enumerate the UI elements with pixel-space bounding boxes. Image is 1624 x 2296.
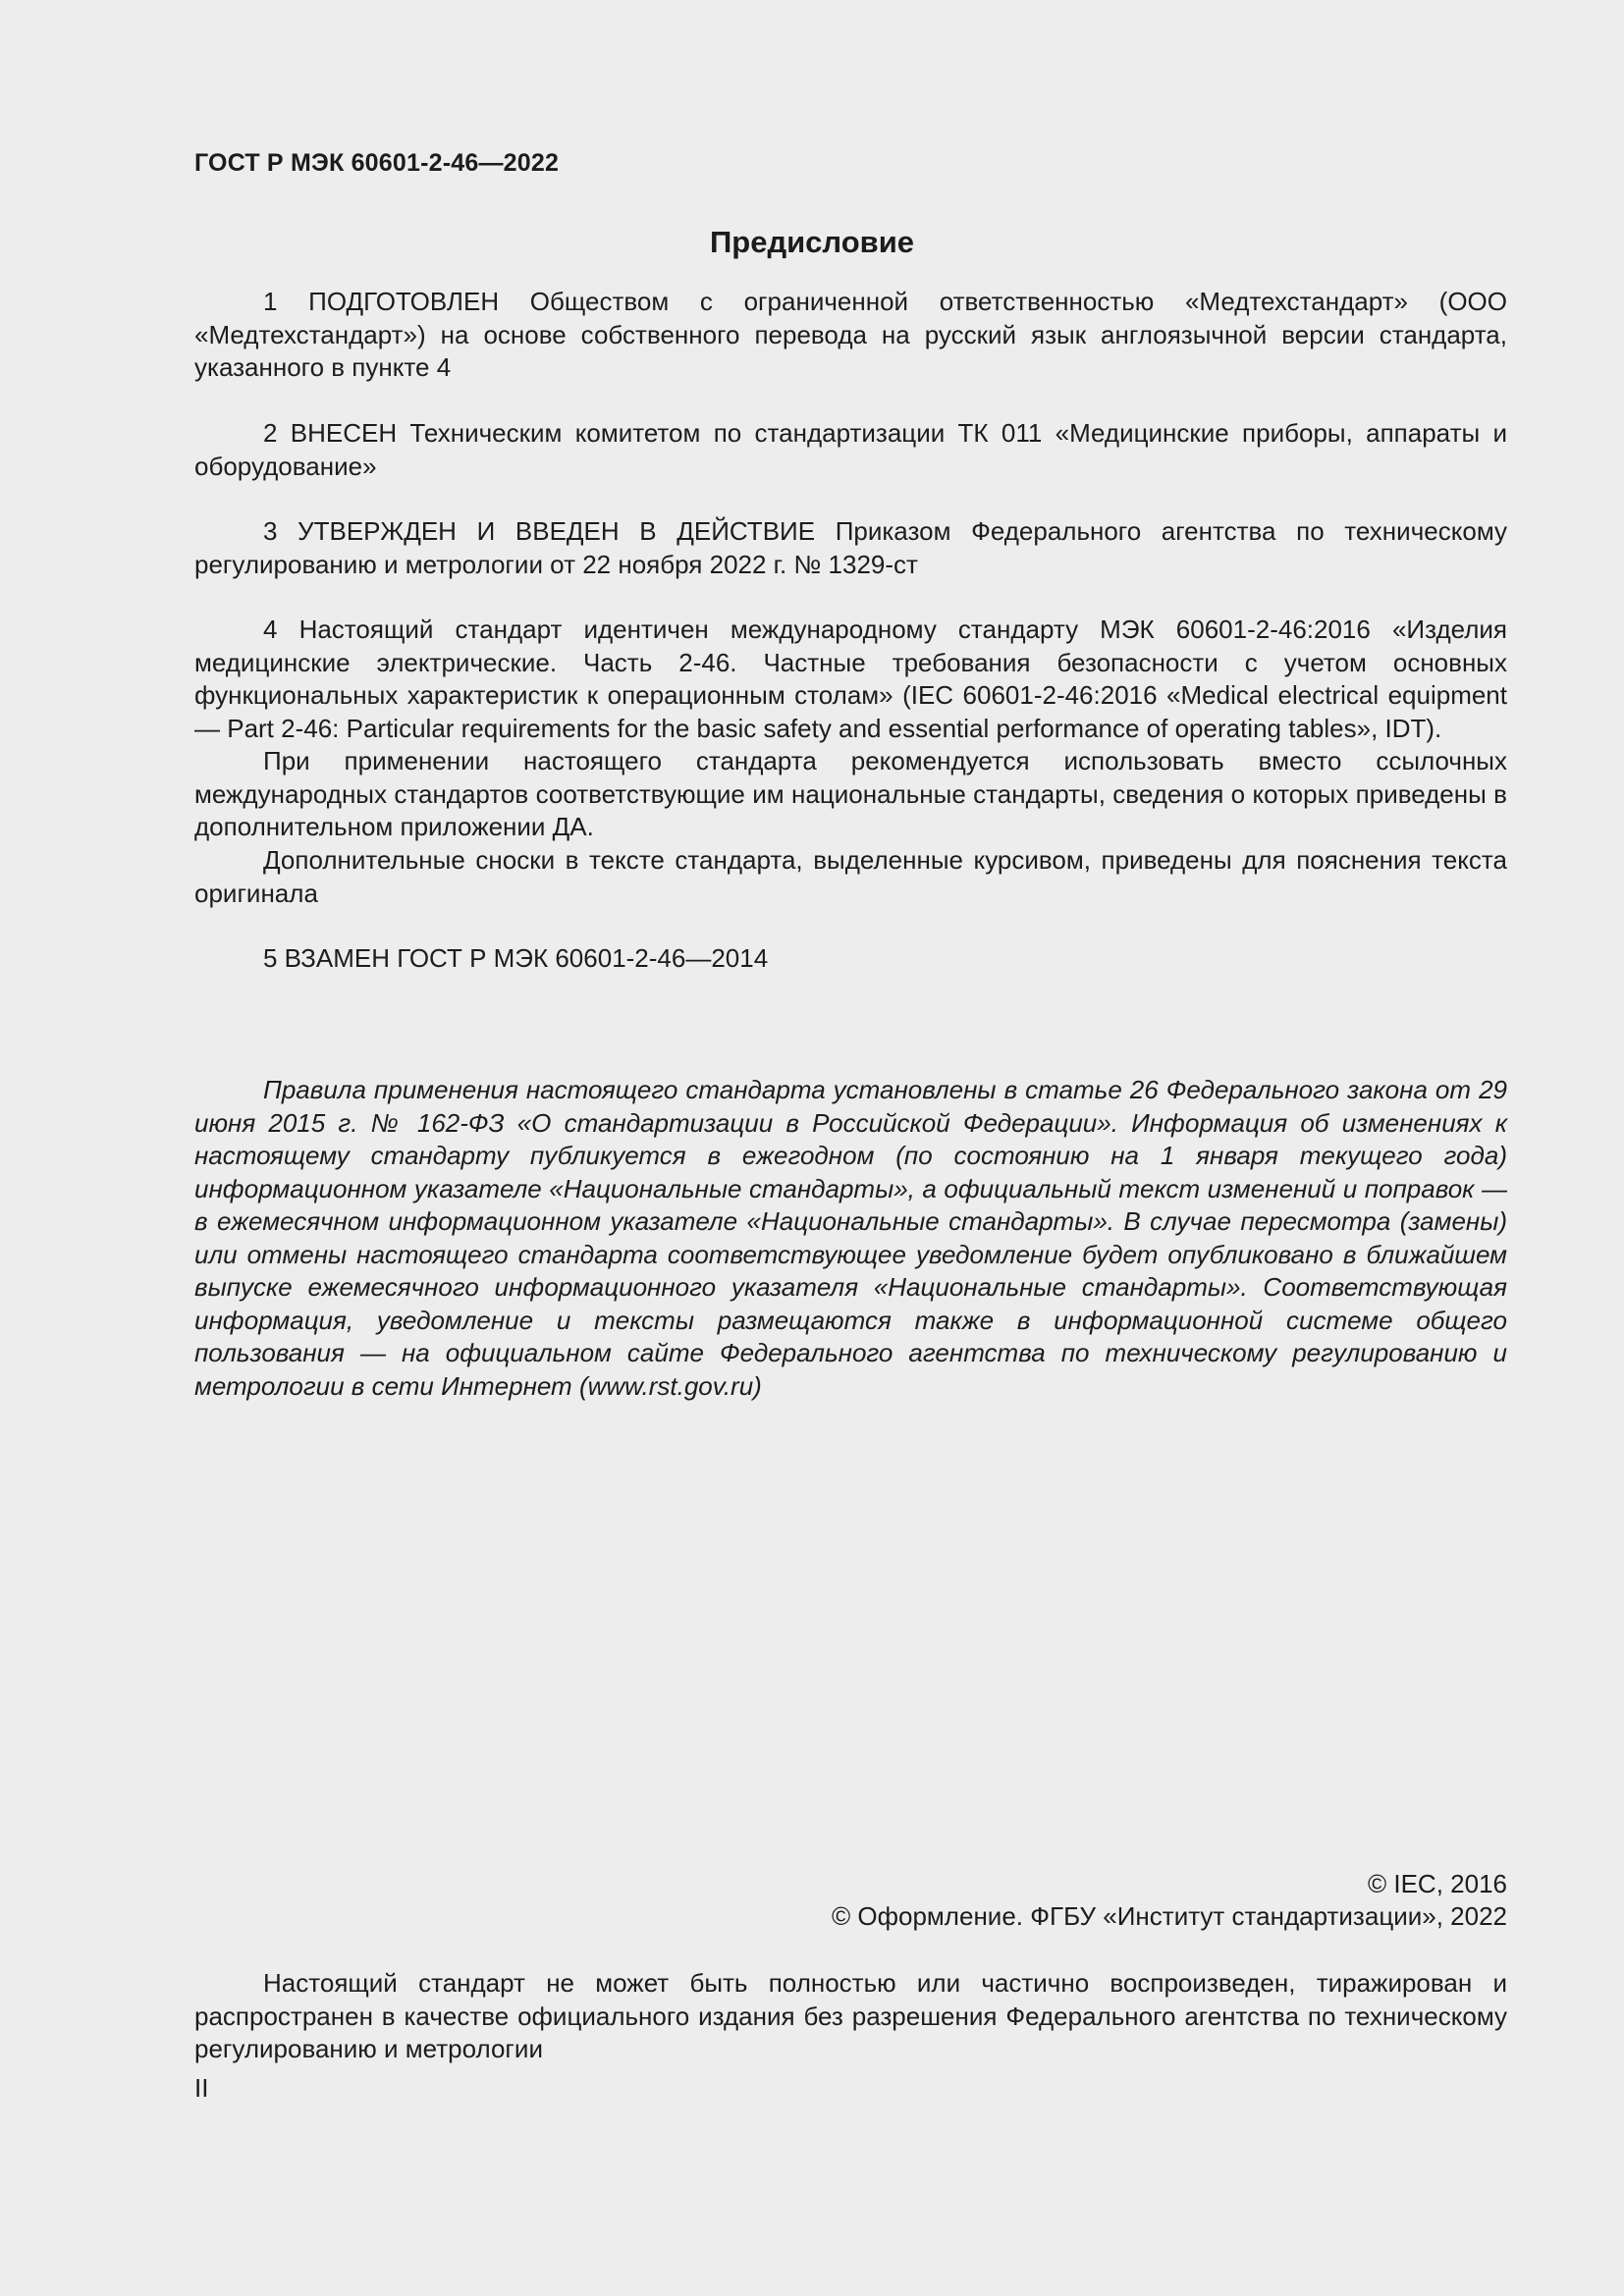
document-header: ГОСТ Р МЭК 60601-2-46—2022 xyxy=(194,149,560,177)
rules-notice: Правила применения настоящего стандарта установлены в статье 26 Федерального закона от 29 июня 2015 г. № 162-ФЗ «О стандартизации в Российской Федерации». Информация об изменениях к настоящему стандарту публикуется в ежегодном (по состоянию на 1 января текущего года) информационном указателе «Национальные стандарты», а официальный текст изменений и поправок — в ежемесячном информационном указателе «Национальные стандарты». В случае пересмотра (замены) или отмены настоящего стандарта соответствующее уведомление будет опубликовано в ближайшем выпуске ежемесячного информационного указателя «Национальные стандарты». Соответствующая информация, уведомление и тексты размещаются также в информационной системе общего пользования — на официальном сайте Федерального агентства по техническому регулированию и метрологии в сети Интернет (www.rst.gov.ru) xyxy=(194,1075,1507,1401)
paragraph-2: 2 ВНЕСЕН Техническим комитетом по стандартизации ТК 011 «Медицинские приборы, аппараты и оборудование» xyxy=(194,418,1507,481)
copyright-institute: © Оформление. ФГБУ «Институт стандартизации», 2022 xyxy=(832,1901,1507,1931)
page-number: II xyxy=(194,2073,209,2103)
paragraph-4-footnotes: Дополнительные сноски в тексте стандарта, выделенные курсивом, приведены для пояснения текста оригинала xyxy=(194,845,1507,908)
paragraph-5: 5 ВЗАМЕН ГОСТ Р МЭК 60601-2-46—2014 xyxy=(263,943,769,973)
copyright-iec: © IEC, 2016 xyxy=(1367,1869,1507,1898)
paragraph-1: 1 ПОДГОТОВЛЕН Обществом с ограниченной ответственностью «Медтехстандарт» (ООО «Медтехстандарт») на основе собственного перевода на русский язык англоязычной версии стандарта, указанного в пункте 4 xyxy=(194,287,1507,382)
paragraph-4-references: При применении настоящего стандарта рекомендуется использовать вместо ссылочных международных стандартов соответствующие им национальные стандарты, сведения о которых приведены в дополнительном приложении ДА. xyxy=(194,746,1507,841)
paragraph-4: 4 Настоящий стандарт идентичен международному стандарту МЭК 60601-2-46:2016 «Изделия медицинские электрические. Часть 2-46. Частные требования безопасности с учетом основных функциональных характеристик к операционным столам» (IEC 60601-2-46:2016 «Medical electrical equipment — Part 2-46: Particular requirements for the basic safety and essential performance of operating tables», IDT). xyxy=(194,614,1507,743)
paragraph-3: 3 УТВЕРЖДЕН И ВВЕДЕН В ДЕЙСТВИЕ Приказом Федерального агентства по техническому регулированию и метрологии от 22 ноября 2022 г. № 1329-ст xyxy=(194,516,1507,579)
page-title: Предисловие xyxy=(709,225,914,259)
reproduction-notice: Настоящий стандарт не может быть полностью или частично воспроизведен, тиражирован и распространен в качестве официального издания без разрешения Федерального агентства по техническому регулированию и метрологии xyxy=(194,1968,1507,2063)
